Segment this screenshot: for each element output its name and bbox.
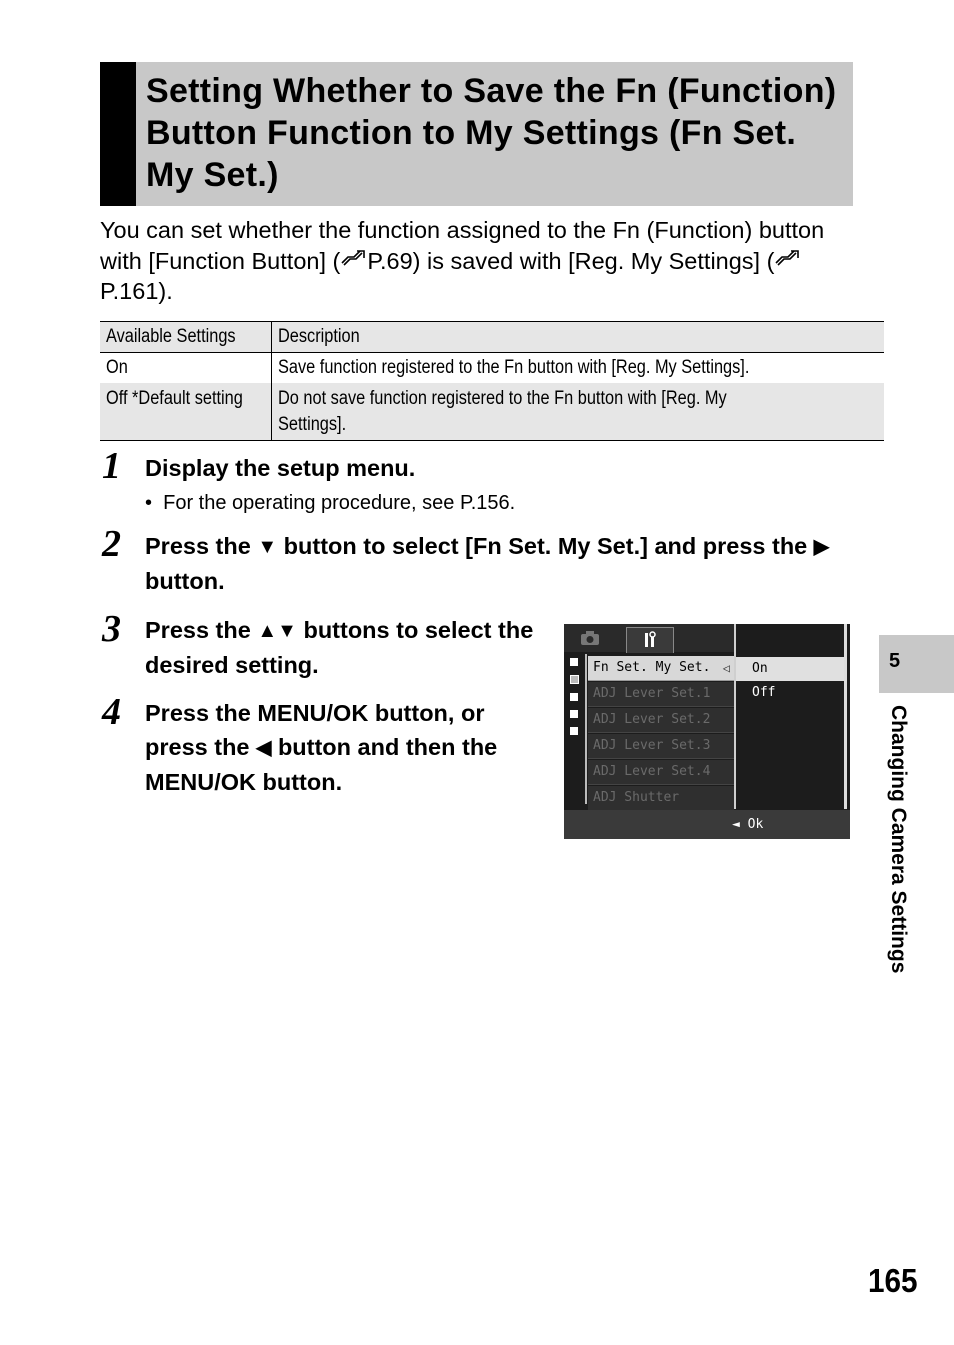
camera-menu-list bbox=[588, 656, 734, 812]
camera-options-list bbox=[736, 657, 846, 705]
menu-divider bbox=[734, 624, 736, 809]
table-header-cell: Description bbox=[272, 322, 885, 353]
bullet-marker: • bbox=[145, 492, 164, 514]
table-cell-description: Save function registered to the Fn button with [Reg. My Settings]. bbox=[272, 353, 885, 384]
camera-menu-sidebar bbox=[568, 658, 582, 744]
chapter-title: Changing Camera Settings bbox=[887, 705, 910, 974]
title-accent-bar bbox=[100, 62, 136, 206]
table-header-cell: Available Settings bbox=[100, 322, 272, 353]
table-row bbox=[100, 383, 884, 441]
section-title: Setting Whether to Save the Fn (Function) Button Function to My Settings (Fn Set. My Set.) bbox=[146, 72, 837, 194]
step-text: Press the ▼ button to select [Fn Set. My Set.] and press the ▶ button. bbox=[145, 529, 855, 598]
step-text: Press the ▲▼ buttons to select the desired setting. bbox=[145, 613, 545, 682]
step-text: Display the setup menu. bbox=[145, 455, 416, 481]
table-row bbox=[100, 353, 884, 384]
up-down-arrows-icon: ▲▼ bbox=[257, 620, 297, 642]
step-bullet bbox=[145, 490, 515, 516]
right-arrow-icon: ▶ bbox=[813, 536, 830, 558]
option-on[interactable]: On bbox=[736, 657, 846, 681]
ok-hint: ◄ Ok bbox=[732, 817, 764, 832]
menu-item-adj-lever-1[interactable]: ADJ Lever Set.1 bbox=[588, 682, 734, 707]
table-cell-setting: Off *Default setting bbox=[100, 383, 272, 441]
settings-table bbox=[100, 321, 884, 441]
table-cell-description: Do not save function registered to the Fn button with [Reg. My Settings]. bbox=[272, 383, 885, 441]
menu-scroll-line bbox=[585, 654, 587, 804]
menu-page-marker bbox=[570, 693, 578, 701]
left-arrow-icon: ◀ bbox=[256, 737, 272, 759]
option-off[interactable]: Off bbox=[752, 685, 776, 700]
intro-text: ) is saved with [Reg. My Settings] ( bbox=[412, 247, 775, 274]
down-arrow-icon: ▼ bbox=[257, 536, 278, 558]
menu-page-marker bbox=[570, 710, 578, 718]
menu-item-fn-set-my-set[interactable]: Fn Set. My Set. ◁ bbox=[588, 656, 734, 681]
screen-edge bbox=[844, 624, 847, 809]
menu-item-adj-lever-3[interactable]: ADJ Lever Set.3 bbox=[588, 734, 734, 759]
page-reference-icon bbox=[340, 249, 366, 271]
table-cell-setting: On bbox=[100, 353, 272, 384]
step-number: 4 bbox=[102, 691, 121, 733]
menu-page-marker bbox=[570, 727, 578, 735]
menu-item-adj-lever-4[interactable]: ADJ Lever Set.4 bbox=[588, 760, 734, 785]
intro-ref-2[interactable]: P.161 bbox=[100, 278, 159, 304]
step-number: 3 bbox=[102, 608, 121, 650]
menu-item-adj-lever-2[interactable]: ADJ Lever Set.2 bbox=[588, 708, 734, 733]
chapter-number: 5 bbox=[889, 650, 901, 672]
step-number: 1 bbox=[102, 445, 121, 487]
menu-page-marker bbox=[570, 658, 578, 666]
step-number: 2 bbox=[102, 523, 121, 565]
intro-ref-1[interactable]: P.69 bbox=[367, 247, 413, 274]
bullet-text: For the operating procedure, see P.156. bbox=[163, 492, 516, 514]
left-triangle-icon: ◁ bbox=[722, 661, 730, 675]
intro-text: You can set whether the function assigned to the Fn (Function) button with [Function Button] ( bbox=[100, 217, 825, 274]
menu-page-marker bbox=[570, 675, 579, 684]
menu-item-adj-shutter[interactable]: ADJ Shutter bbox=[588, 786, 734, 811]
intro-text: ). bbox=[158, 278, 173, 304]
intro-paragraph bbox=[100, 215, 860, 307]
tools-icon bbox=[626, 627, 674, 653]
table-header-row bbox=[100, 322, 884, 353]
page-reference-icon bbox=[774, 249, 800, 271]
section-title-block bbox=[100, 62, 853, 206]
chapter-title-vertical bbox=[876, 705, 916, 1035]
step-text: Press the MENU/OK button, or press the ◀ button and then the MENU/OK button. bbox=[145, 700, 498, 795]
camera-screen bbox=[564, 624, 850, 839]
page-number: 165 bbox=[868, 1262, 918, 1299]
camera-footer bbox=[564, 810, 850, 839]
chapter-tab bbox=[879, 635, 954, 693]
camera-icon bbox=[580, 630, 606, 648]
camera-tab-bar bbox=[564, 624, 735, 652]
